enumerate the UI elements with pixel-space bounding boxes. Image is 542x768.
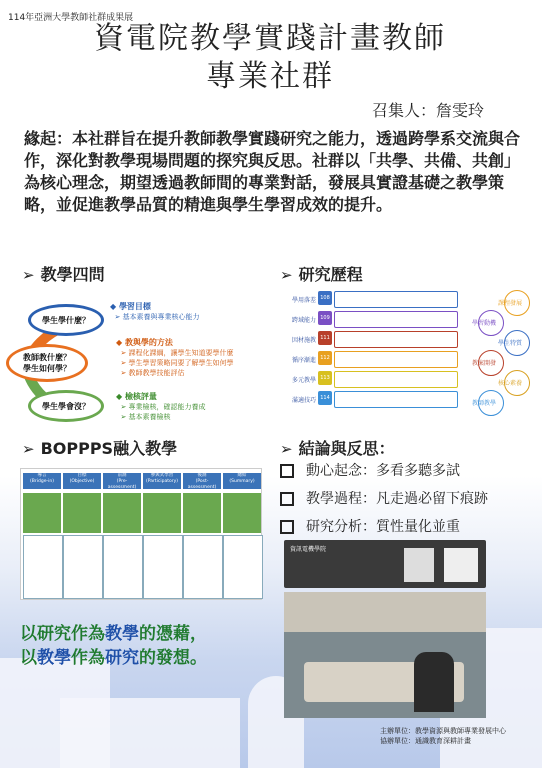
timeline-year: 109: [318, 311, 332, 325]
cycle-node-label: 教案開發: [472, 360, 497, 367]
boppps-column-header: 導言 (Bridge-in): [23, 473, 61, 489]
timeline-label: 循序漸進: [291, 357, 316, 364]
intro-paragraph: 緣起：本社群旨在提升教師教學實踐研究之能力，透過跨學系交流與合作，深化對教學現場問題的探究與反思。社群以「共學、共備、共創」為核心理念，期望透過教師間的專業對話，發展具實證基礎之教學策略，並促進教學品質的精進與學生學習成效的提升。: [24, 129, 521, 214]
timeline-bar: [334, 391, 458, 408]
question-oval-3: 學生學會沒？: [28, 390, 104, 422]
boppps-column-header: 前測 (Pre-assessment): [103, 473, 141, 489]
section-title: 結論與反思：: [298, 439, 395, 458]
bullet-item: ➢ 基本素養與專業核心能力: [110, 313, 200, 321]
bullet-item: ➢ 教師教學技能評估: [116, 369, 185, 377]
question-oval-1: 學生學什麼？: [28, 304, 104, 336]
boppps-column-header: 參與式學習 (Participatory): [143, 473, 181, 489]
boppps-column-cell: [103, 535, 143, 599]
checkbox-square-icon: [280, 492, 294, 506]
section-four-questions: [22, 262, 105, 285]
chevron-right-icon: ➢: [22, 266, 35, 284]
timeline-bar: [334, 311, 458, 328]
four-questions-diagram: [6, 286, 266, 456]
bullet-head: ◆ 學習目標: [110, 302, 151, 311]
chevron-right-icon: ➢: [22, 440, 35, 458]
boppps-column-cell: [63, 535, 103, 599]
timeline-year: 112: [318, 351, 332, 365]
section-title: 教學四問: [40, 265, 105, 284]
timeline-year: 108: [318, 291, 332, 305]
organizer: 主辦單位：教學資源與教師專業發展中心: [380, 727, 506, 735]
photo-caption: 資訊電機學院: [290, 546, 327, 553]
bullet-item: ➢ 課程化課綱，讓學生知道要學什麼: [116, 349, 234, 357]
timeline-label: 多元教學: [291, 377, 316, 384]
question-oval-2: 教師教什麼？ 學生如何學？: [6, 344, 88, 382]
boppps-column-header: 總結 (Summary): [223, 473, 261, 489]
section-title: BOPPPS融入教學: [40, 439, 178, 458]
bullet-head: ◆ 教與學的方法: [116, 338, 173, 347]
boppps-column-cell: [223, 535, 263, 599]
timeline-row: [282, 290, 532, 307]
boppps-column-cell: [23, 535, 63, 599]
timeline-bar: [334, 291, 458, 308]
timeline-year: 114: [318, 391, 332, 405]
boppps-column-block: [63, 493, 101, 533]
timeline-label: 因材施教: [291, 337, 316, 344]
cycle-node-label: 教師教學: [472, 400, 497, 407]
boppps-column-block: [223, 493, 261, 533]
conclusion-item: 研究分析：質性量化並重: [280, 516, 460, 536]
co-organizer: 協辦單位：通識教育深耕計畫: [380, 737, 471, 745]
boppps-column-header: 後測 (Post-assessment): [183, 473, 221, 489]
background-building: [60, 698, 240, 768]
boppps-column-header: 目標 (Objective): [63, 473, 101, 489]
poster-title: [20, 20, 520, 96]
cycle-node-label: 學習動機: [472, 320, 497, 327]
bullet-block-assessment: [116, 392, 206, 422]
convener: 召集人：詹雯玲: [371, 101, 484, 120]
video-tile: [444, 548, 478, 582]
slogan: [20, 622, 207, 670]
bullet-item: ➢ 學生學習策略同要了解學生如何學: [116, 359, 234, 367]
video-tile: [404, 548, 434, 582]
boppps-column-cell: [143, 535, 183, 599]
section-conclusion: [280, 436, 395, 459]
boppps-column-block: [183, 493, 221, 533]
bullet-item: ➢ 基本素養檢核: [116, 413, 171, 421]
title-line-1: 資電院教學實踐計畫教師: [94, 21, 446, 56]
timeline-bar: [334, 331, 458, 348]
section-title: 研究歷程: [298, 265, 363, 284]
meeting-screenshot-photo: [284, 540, 486, 588]
cycle-node-label: 學生特質: [498, 340, 523, 347]
cycle-node-label: 核心素養: [498, 380, 523, 387]
slogan-line-2: 以教學作為研究的發想。: [20, 648, 207, 668]
bullet-item: ➢ 專業檢核，確認能力養成: [116, 403, 206, 411]
title-line-2: 專業社群: [206, 59, 334, 94]
bullet-block-goals: [110, 302, 200, 322]
person: [414, 652, 454, 712]
timeline-year: 113: [318, 371, 332, 385]
research-timeline: [282, 290, 532, 420]
chevron-right-icon: ➢: [280, 266, 293, 284]
chevron-right-icon: ➢: [280, 440, 293, 458]
exhibition-label: 114年亞洲大學教師社群成果展: [8, 13, 134, 23]
checkbox-square-icon: [280, 520, 294, 534]
conclusion-item: 動心起念：多看多聽多試: [280, 460, 460, 480]
boppps-column-block: [23, 493, 61, 533]
boppps-column-cell: [183, 535, 223, 599]
bullet-block-methods: [116, 338, 234, 378]
timeline-bar: [334, 371, 458, 388]
timeline-label: 跨域能力: [291, 317, 316, 324]
conclusion-item: 教學過程：凡走過必留下痕跡: [280, 488, 488, 508]
slogan-line-1: 以研究作為教學的憑藉，: [20, 624, 207, 644]
meeting-room-photo: [284, 592, 486, 718]
checkbox-square-icon: [280, 464, 294, 478]
section-research-history: [280, 262, 363, 285]
timeline-year: 111: [318, 331, 332, 345]
bullet-head: ◆ 檢核評量: [116, 392, 157, 401]
section-boppps: [22, 436, 177, 459]
boppps-table: [20, 468, 262, 600]
boppps-column-block: [103, 493, 141, 533]
timeline-label: 滿適技巧: [291, 397, 316, 404]
timeline-bar: [334, 351, 458, 368]
cycle-node-label: 課程發展: [498, 300, 523, 307]
timeline-label: 學用落差: [291, 297, 316, 304]
footer-credits: [380, 726, 506, 746]
boppps-column-block: [143, 493, 181, 533]
